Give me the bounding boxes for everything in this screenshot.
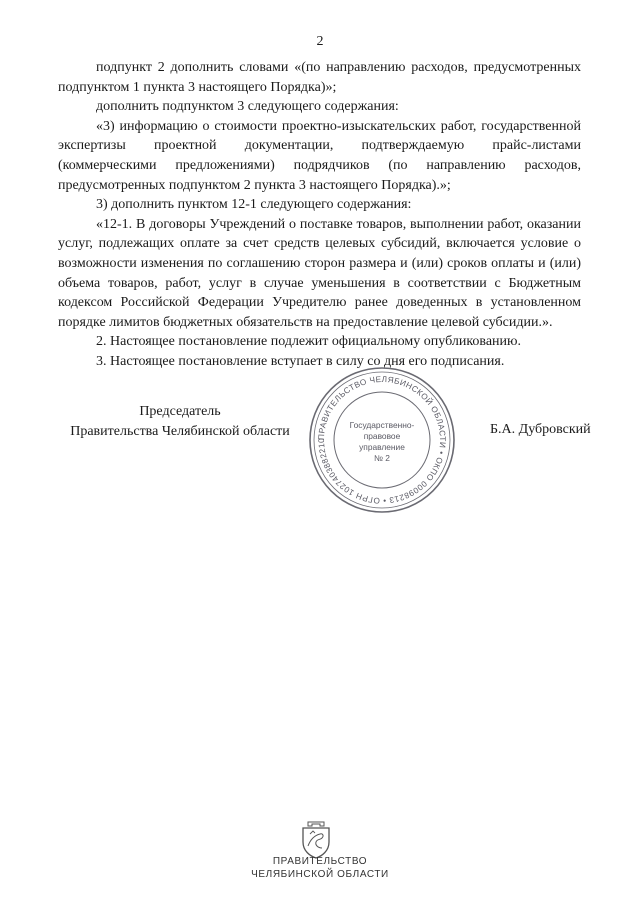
signer-title [60, 402, 300, 442]
seal-center-line3: управление [359, 442, 405, 452]
seal-center-line1: Государственно- [349, 420, 415, 430]
document-body [58, 58, 581, 372]
paragraph-subpoint-3-text: «3) информацию о стоимости проектно-изыскательских работ, государственной экспертизы проектной документации, подтверждаемую прайс-листами (коммерческими предложениями) подрядчиков (по направлению расходов, предусмотренных подпунктом 2 пункта 3 настоящего Порядка).»; [58, 118, 581, 193]
seal-center-line4: № 2 [374, 453, 390, 463]
footer-org-line1: ПРАВИТЕЛЬСТВО [272, 856, 368, 867]
signature-block [0, 374, 640, 510]
footer-org-line2: ЧЕЛЯБИНСКОЙ ОБЛАСТИ [251, 869, 389, 880]
coat-of-arms-icon [298, 820, 334, 860]
official-seal-stamp [306, 364, 458, 516]
paragraph-subpoint-2: подпункт 2 дополнить словами «(по направлению расходов, предусмотренных подпунктом 1 пункта 3 настоящего Порядка)»; [58, 60, 581, 95]
signer-title-line1: Председатель [139, 404, 221, 419]
paragraph-add-subpoint-3: дополнить подпунктом 3 следующего содержания: [96, 99, 399, 115]
page-number: 2 [316, 34, 324, 49]
paragraph-point-12-1-text: «12-1. В договоры Учреждений о поставке товаров, выполнении работ, оказании услуг, подлежащих оплате за счет средств целевых субсидий, включается условие о возможности изменения по соглашению сторон размера и (или) сроков оплаты и (или) объема товаров, работ, услуг в случае уменьшения в соответствии с Бюджетным кодексом Российской Федерации Учредителю ранее доведенных в установленном порядке лимитов бюджетных обязательств на предоставление целевой субсидии.». [58, 216, 581, 330]
seal-ring-text: ПРАВИТЕЛЬСТВО ЧЕЛЯБИНСКОЙ ОБЛАСТИ • ОКПО 00098213 • ОГРН 1027403882210 [316, 374, 448, 506]
paragraph-add-point-12-1: 3) дополнить пунктом 12-1 следующего содержания: [96, 197, 412, 213]
footer-organization [0, 855, 640, 881]
signer-title-line2: Правительства Челябинской области [70, 424, 290, 439]
paragraph-publication: 2. Настоящее постановление подлежит официальному опубликованию. [96, 334, 521, 350]
paragraph-effective-date: 3. Настоящее постановление вступает в силу со дня его подписания. [96, 353, 505, 369]
signer-name: Б.А. Дубровский [490, 422, 591, 437]
seal-center-line2: правовое [363, 431, 401, 441]
